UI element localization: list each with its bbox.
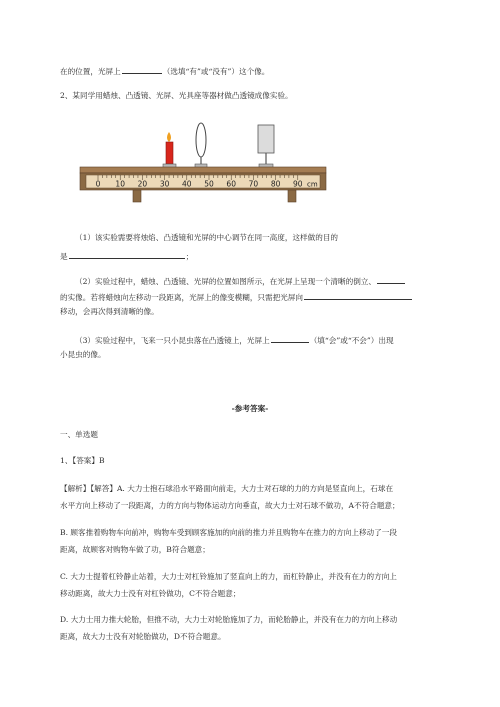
convex-lens xyxy=(196,123,206,157)
ruler-unit: cm xyxy=(307,180,318,189)
q1-answer-blank[interactable] xyxy=(122,64,162,74)
bench-top xyxy=(80,167,326,173)
ruler-number: 20 xyxy=(137,179,148,189)
section-heading: 一、单选题 xyxy=(60,430,98,439)
candle-flame xyxy=(167,132,171,142)
q2-part3-line-a xyxy=(75,333,394,347)
q2-part1-prefix: 是 xyxy=(60,252,68,261)
ruler-number: 70 xyxy=(248,179,259,189)
q2-part2-line-a xyxy=(75,274,406,288)
ruler-number: 90 xyxy=(293,179,303,189)
q2-part1-line-a: （1）该实验需要将烛焰、凸透镜和光屏的中心调节在同一高度，这样做的目的 xyxy=(75,233,339,242)
analysis-d-line-2: 距离，故大力士没有对轮胎做功，D不符合题意。 xyxy=(60,632,226,641)
analysis-c-line-1: C. 大力士提着杠铃静止站着，大力士对杠铃施加了竖直向上的力，而杠铃静止，并没有在力的方向上 xyxy=(60,572,397,581)
q2-part3-line-b: 小昆虫的像。 xyxy=(60,350,106,359)
ruler-number: 0 xyxy=(95,179,101,189)
answers-title: -参考答案- xyxy=(231,404,269,413)
light-screen xyxy=(258,125,274,153)
bench-leg-left xyxy=(133,190,141,202)
q2-part1-blank[interactable] xyxy=(69,249,185,259)
q2-part2-mid: 的实像。若将蜡烛向左移动一段距离，光屏上的像变模糊，只需把光屏向 xyxy=(60,293,303,302)
q2-part2-blank-2[interactable] xyxy=(304,290,412,300)
q1-tail-suffix: （选填“有”或“没有”）这个像。 xyxy=(162,67,270,76)
ruler-number: 60 xyxy=(226,179,236,189)
q2-part3-suffix: （填“会”或“不会”）出现 xyxy=(309,336,394,345)
q2-part2-line-c: 移动，会再次得到清晰的像。 xyxy=(60,307,159,316)
analysis-c-line-2: 移动距离，故大力士没有对杠铃做功，C不符合题意； xyxy=(60,589,241,598)
q2-stem: 2、某同学用蜡烛、凸透镜、光屏、光具座等器材做凸透镜成像实验。 xyxy=(60,91,293,100)
bench-leg-right xyxy=(288,190,296,202)
analysis-d-line-1: D. 大力士用力推大轮胎，但推不动，大力士对轮胎施加了力，而轮胎静止，并没有在力的方向上移动 xyxy=(60,615,398,624)
analysis-b-line-2: 距离，故顾客对购物车做了功，B符合题意； xyxy=(60,545,210,554)
ruler-number: 40 xyxy=(182,179,192,189)
answer-item-1: 1、【答案】B xyxy=(60,456,105,465)
analysis-a-line-1: 【解析】【解答】A. 大力士抱石球沿水平路面向前走，大力士对石球的力的方向是竖直向上，石球在 xyxy=(60,484,394,493)
ruler-number: 80 xyxy=(270,179,281,189)
ruler-number: 10 xyxy=(115,179,125,189)
q1-tail-prefix: 在的位置，光屏上 xyxy=(60,67,121,76)
optical-bench-figure xyxy=(78,120,328,210)
analysis-a-line-2: 水平方向上移动了一段距离，力的方向与物体运动方向垂直，故大力士对石球不做功，A不符合题意； xyxy=(60,501,400,510)
analysis-b-line-1: B. 顾客推着购物车向前冲，购物车受到顾客施加的向前的推力并且购物车在推力的方向上移动了一段 xyxy=(60,528,397,537)
q2-part3-blank[interactable] xyxy=(271,333,309,343)
q2-part2-blank-1[interactable] xyxy=(377,274,405,284)
q2-part2-prefix: （2）实验过程中，蜡烛、凸透镜、光屏的位置如图所示，在光屏上呈现一个清晰的倒立、 xyxy=(75,277,376,286)
q2-part3-prefix: （3）实验过程中，飞来一只小昆虫落在凸透镜上，光屏上 xyxy=(75,336,270,345)
q2-part1-line-b xyxy=(60,249,193,263)
q2-part1-suffix: ； xyxy=(185,252,194,261)
candle xyxy=(166,142,173,164)
q2-part2-line-b xyxy=(60,290,413,304)
ruler-number: 30 xyxy=(159,179,170,189)
ruler-number: 50 xyxy=(204,179,214,189)
q1-tail-line xyxy=(60,64,269,78)
